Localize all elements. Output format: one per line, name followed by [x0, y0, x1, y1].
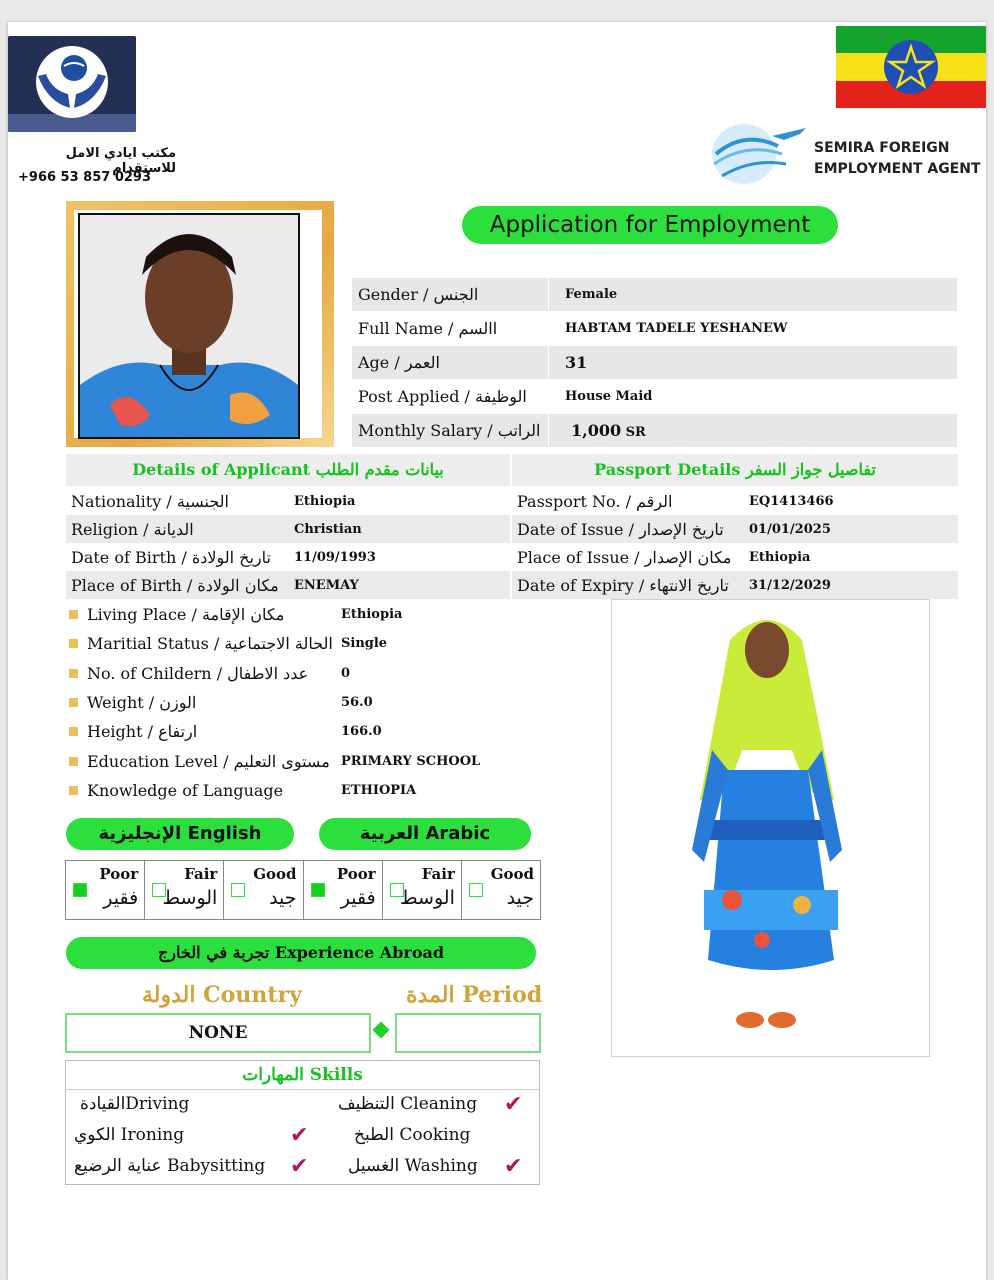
arabic-level-fair: Fair الوسط: [383, 861, 462, 919]
passport-value: Ethiopia: [749, 549, 811, 565]
bullet-icon: [69, 610, 78, 619]
summary-label: Post Applied / الوظيفة: [352, 380, 549, 413]
checkbox[interactable]: [469, 883, 483, 897]
personal-info-list: [66, 600, 542, 805]
details-value: 11/09/1993: [294, 549, 376, 565]
personal-value: PRIMARY SCHOOL: [341, 753, 481, 769]
passport-row: [512, 571, 958, 599]
english-language-heading: الإنجليزية English: [66, 818, 294, 850]
details-value: Ethiopia: [294, 493, 356, 509]
personal-value: 166.0: [341, 724, 382, 740]
list-item: [66, 776, 542, 805]
details-value: ENEMAY: [294, 577, 359, 593]
airplane-globe-logo: [702, 118, 812, 190]
summary-label: Monthly Salary / الراتب: [352, 414, 549, 447]
bullet-icon: [69, 669, 78, 678]
page-title: Application for Employment: [462, 206, 838, 244]
summary-value: House Maid: [565, 389, 653, 404]
passport-row: [512, 543, 958, 571]
passport-row: [512, 515, 958, 543]
details-row: [66, 515, 510, 543]
english-level-good: Good جيد: [224, 861, 303, 919]
list-item: [66, 717, 542, 746]
summary-row-post-applied: [352, 380, 957, 414]
checkmark-icon: ✔: [290, 1123, 309, 1148]
details-row: [66, 571, 510, 599]
summary-row-full-name: [352, 312, 957, 346]
english-level-fair: Fair الوسط: [145, 861, 224, 919]
personal-value: 56.0: [341, 695, 373, 711]
summary-label: Age / العمر: [352, 346, 549, 379]
checkmark-icon: ✔: [504, 1154, 523, 1179]
arabic-language-heading: العربية Arabic: [319, 818, 531, 850]
period-heading: المدة Period: [406, 982, 543, 1008]
summary-label: Gender / الجنس: [352, 278, 549, 311]
personal-label: Knowledge of Language: [87, 780, 284, 800]
checkmark-icon: ✔: [290, 1154, 309, 1179]
details-label: Religion / الديانة: [71, 519, 194, 539]
personal-label: No. of Childern / عدد الاطفال: [87, 663, 309, 683]
country-value: NONE: [65, 1013, 371, 1053]
agency-name-arabic: مكتب ايادي الامل للاستقدام: [65, 146, 176, 176]
personal-label: Maritial Status / الحالة الاجتماعية: [87, 634, 333, 654]
personal-label: Living Place / مكان الإقامة: [87, 605, 285, 625]
passport-label: Place of Issue / مكان الإصدار: [517, 547, 732, 567]
passport-heading: Passport Details تفاصيل جواز السفر: [512, 454, 958, 486]
language-levels-table: [65, 860, 541, 920]
list-item: [66, 688, 542, 717]
passport-row: [512, 487, 958, 515]
details-value: Christian: [294, 521, 362, 537]
skills-heading: المهارات Skills: [66, 1061, 539, 1090]
summary-table: [352, 278, 957, 448]
skills-table: [65, 1060, 540, 1185]
checkbox[interactable]: [73, 883, 87, 897]
personal-label: Weight / الوزن: [87, 693, 197, 713]
details-row: [66, 487, 510, 515]
agent-name: [814, 138, 981, 180]
agency-phone: +966 53 857 0293: [18, 170, 152, 185]
passport-label: Passport No. / الرقم: [517, 491, 673, 511]
personal-value: 0: [341, 665, 351, 681]
agency-logo: [8, 36, 136, 132]
summary-value: 31: [565, 353, 588, 372]
skill-cleaning: التنظيف Cleaning: [338, 1094, 478, 1114]
summary-row-salary: [352, 414, 957, 448]
checkbox[interactable]: [311, 883, 325, 897]
agent-name-line2: EMPLOYMENT AGENT: [814, 161, 981, 177]
portrait-photo: [78, 213, 300, 439]
summary-row-age: [352, 346, 957, 380]
summary-value: HABTAM TADELE YESHANEW: [565, 321, 788, 336]
salary-amount: 1,000: [571, 421, 622, 440]
details-heading: Details of Applicant بيانات مقدم الطلب: [66, 454, 510, 486]
bullet-icon: [69, 757, 78, 766]
passport-table: [512, 487, 958, 599]
personal-value: ETHIOPIA: [341, 782, 417, 798]
personal-value: Ethiopia: [341, 607, 403, 623]
skill-babysitting: عناية الرضيع Babysitting: [74, 1156, 266, 1176]
agent-name-line1: SEMIRA FOREIGN: [814, 140, 950, 156]
experience-heading: تجربة في الخارج Experience Abroad: [66, 937, 536, 969]
details-table: [66, 487, 510, 599]
summary-row-gender: [352, 278, 957, 312]
bullet-icon: [69, 698, 78, 707]
list-item: [66, 659, 542, 688]
skills-row: [66, 1152, 539, 1183]
full-body-photo: [611, 599, 930, 1057]
passport-value: 01/01/2025: [749, 521, 831, 537]
passport-value: EQ1413466: [749, 493, 834, 509]
arabic-level-poor: Poor فقير: [304, 861, 383, 919]
list-item: [66, 746, 542, 775]
passport-label: Date of Expiry / تاريخ الانتهاء: [517, 575, 729, 595]
personal-value: Single: [341, 636, 388, 652]
period-value: [395, 1013, 541, 1053]
skill-cooking: الطبخ Cooking: [354, 1125, 471, 1145]
summary-label: Full Name / االسم: [352, 312, 549, 345]
personal-label: Education Level / مستوى التعليم: [87, 751, 330, 771]
checkmark-icon: ✔: [504, 1092, 523, 1117]
country-heading: الدولة Country: [142, 982, 302, 1008]
details-label: Place of Birth / مكان الولادة: [71, 575, 279, 595]
checkbox[interactable]: [231, 883, 245, 897]
details-label: Nationality / الجنسية: [71, 491, 229, 511]
skill-washing: الغسيل Washing: [348, 1156, 478, 1176]
passport-value: 31/12/2029: [749, 577, 831, 593]
details-label: Date of Birth / تاريخ الولادة: [71, 547, 271, 567]
bullet-icon: [69, 786, 78, 795]
skills-row: [66, 1121, 539, 1152]
list-item: [66, 600, 542, 629]
english-level-poor: Poor فقير: [66, 861, 145, 919]
bullet-icon: [69, 639, 78, 648]
salary-unit: SR: [625, 425, 646, 440]
skill-driving: القيادةDriving: [80, 1094, 190, 1114]
portrait-frame: [66, 201, 334, 447]
summary-value: Female: [565, 287, 618, 302]
bullet-icon: [69, 727, 78, 736]
skill-ironing: الكوي Ironing: [74, 1125, 185, 1145]
passport-label: Date of Issue / تاريخ الإصدار: [517, 519, 724, 539]
arabic-level-good: Good جيد: [462, 861, 540, 919]
ethiopia-flag-icon: [836, 26, 986, 108]
skills-row: [66, 1090, 539, 1121]
details-row: [66, 543, 510, 571]
personal-label: Height / ارتفاع: [87, 722, 198, 742]
list-item: [66, 629, 542, 658]
